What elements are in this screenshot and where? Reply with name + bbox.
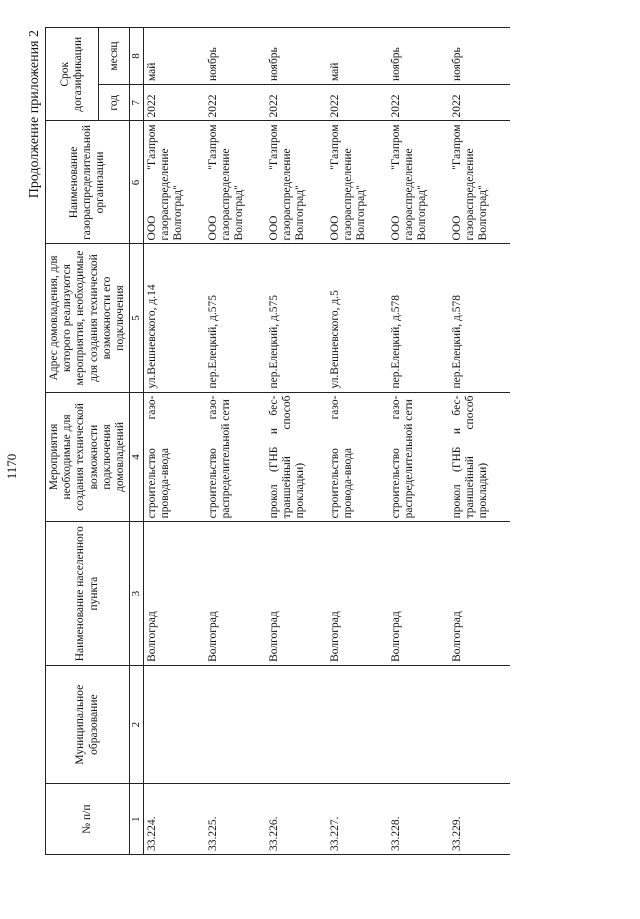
header-settlement: Наименование населенного пункта [46,522,130,666]
column-number: 7 [130,85,144,121]
row-gas-org: ООО "Газпром газораспределение Волгоград" [205,121,266,244]
row-month: ноябрь [205,28,266,85]
column-number: 4 [130,392,144,522]
row-year: 2022 [449,85,510,121]
row-municipality [143,665,205,783]
header-municipality: Муниципальное образование [46,665,130,783]
gasification-table [45,27,510,855]
row-settlement: Волгоград [449,522,510,666]
row-measure: прокол (ГНБ и бес-траншейный способ прокладки) [266,392,327,522]
row-settlement: Волгоград [266,522,327,666]
row-settlement: Волгоград [143,522,205,666]
row-number: 33.225. [205,784,266,855]
row-measure: строительство газо-провода-ввода [143,392,205,522]
row-municipality [449,665,510,783]
row-measure: прокол (ГНБ и бес-траншейный способ прокладки) [449,392,510,522]
header-gas-org: Наименование газораспределительной организации [46,121,130,244]
row-number: 33.226. [266,784,327,855]
row-number: 33.224. [143,784,205,855]
row-month: ноябрь [449,28,510,85]
row-measure: строительство газо-распределительной сети [205,392,266,522]
row-number: 33.229. [449,784,510,855]
column-number: 5 [130,244,144,392]
header-address: Адрес домовладения, для которого реализуются мероприятия, необходимые для создания технической возможности его подключения [46,244,130,392]
table-row [205,28,266,855]
header-month: месяц [99,28,130,85]
row-municipality [388,665,449,783]
header-deadline: Срок догазификации [46,28,99,121]
table-row [327,28,388,855]
table-row [388,28,449,855]
row-municipality [266,665,327,783]
row-settlement: Волгоград [388,522,449,666]
row-month: ноябрь [388,28,449,85]
table-row [266,28,327,855]
row-gas-org: ООО "Газпром газораспределение Волгоград" [388,121,449,244]
row-year: 2022 [388,85,449,121]
column-number: 1 [130,784,144,855]
row-year: 2022 [327,85,388,121]
page-number: 1170 [4,453,19,480]
header-row [46,28,99,855]
table-row [143,28,205,855]
row-measure: строительство газо-распределительной сети [388,392,449,522]
row-address: ул.Вешневского, д.14 [143,244,205,392]
row-address: пер.Елецкий, д.578 [388,244,449,392]
row-gas-org: ООО "Газпром газораспределение Волгоград" [266,121,327,244]
row-month: май [143,28,205,85]
row-gas-org: ООО "Газпром газораспределение Волгоград" [449,121,510,244]
row-year: 2022 [205,85,266,121]
header-measures: Мероприятия необходимые для создания технической возможности подключения домовладений [46,392,130,522]
table-body [143,28,510,855]
row-address: пер.Елецкий, д.575 [266,244,327,392]
table-row [449,28,510,855]
row-address: пер.Елецкий, д.578 [449,244,510,392]
column-number: 8 [130,28,144,85]
row-month: май [327,28,388,85]
continuation-title: Продолжение приложения 2 [27,30,42,199]
row-gas-org: ООО "Газпром газораспределение Волгоград" [143,121,205,244]
row-gas-org: ООО "Газпром газораспределение Волгоград" [327,121,388,244]
column-number-row [130,28,144,855]
column-number: 3 [130,522,144,666]
row-year: 2022 [143,85,205,121]
row-address: ул.Вешневского, д.5 [327,244,388,392]
row-number: 33.228. [388,784,449,855]
row-settlement: Волгоград [205,522,266,666]
column-number: 2 [130,665,144,783]
header-num: № п/п [46,784,130,855]
header-year: год [99,85,130,121]
row-year: 2022 [266,85,327,121]
row-month: ноябрь [266,28,327,85]
row-municipality [327,665,388,783]
row-municipality [205,665,266,783]
column-number: 6 [130,121,144,244]
row-measure: строительство газо-провода-ввода [327,392,388,522]
row-address: пер.Елецкий, д.575 [205,244,266,392]
row-settlement: Волгоград [327,522,388,666]
row-number: 33.227. [327,784,388,855]
